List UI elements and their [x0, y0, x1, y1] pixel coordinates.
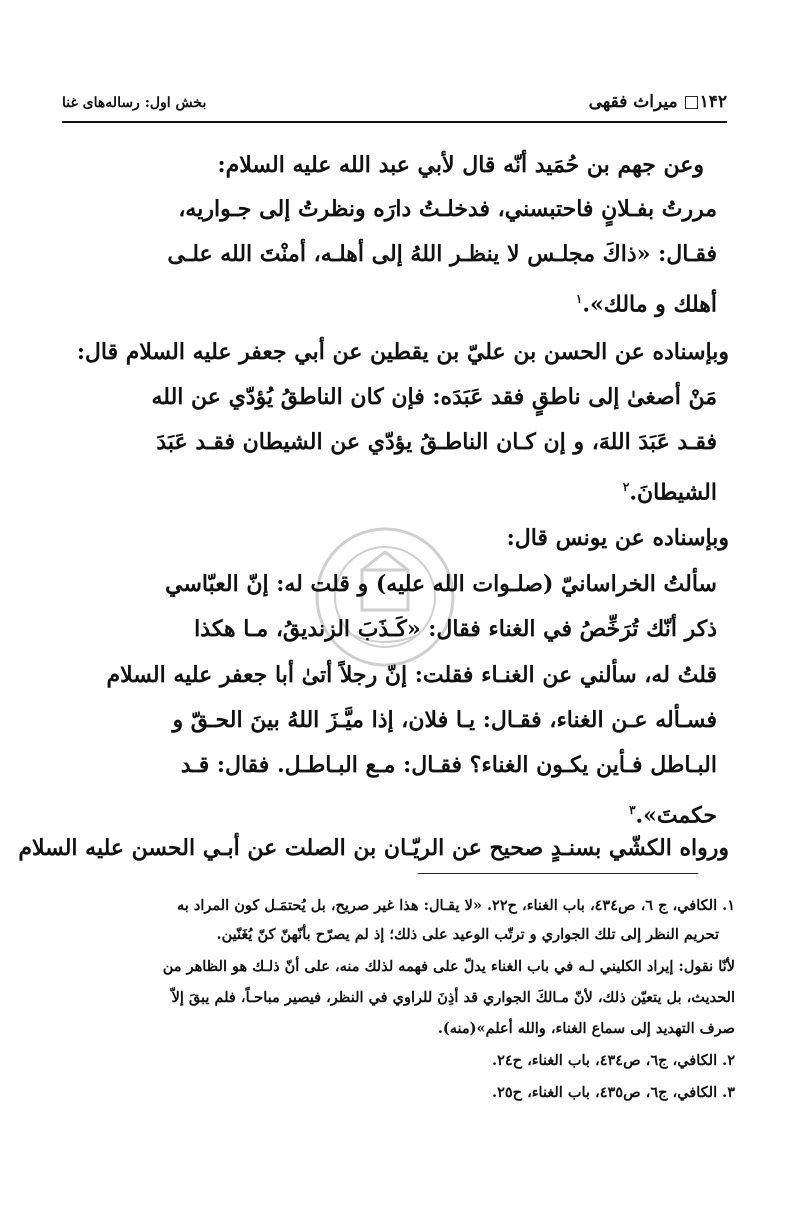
footnote-line: ۲. الكافي، ج٦، ص٤٣٤، باب الغناء، ح٢٤.: [492, 1052, 735, 1069]
quote-text: حكمتَ».: [635, 802, 717, 829]
footnote-rule: [418, 873, 698, 874]
quote-line-end: [629, 795, 717, 830]
quote-text: أهلك و مالك».: [582, 291, 717, 318]
quote-line: فسـأله عـن الغناء، فقـال: يـا فلان، إذا ميَّـزَ اللهُ بينَ الحـقّ و: [172, 707, 717, 733]
quote-line-end: [576, 284, 717, 319]
quote-line: مررتُ بفـلانٍ فاحتبسني، فدخلـتُ دارَه ونظرتُ إلى جـواريه،: [178, 196, 717, 222]
footnote-line: الحديث، بل يتعيّن ذلك، لأنّ مـالكَ الجواري قد أذِنَ للراوي في النظر، فيصير مباحـاً، فلم يبقَ إلاّ: [171, 989, 735, 1006]
footnote-line: صرف التهديد إلى سماع الغناء، والله أعلم»(منه).: [437, 1020, 735, 1037]
footnote-line: تحريم النظر إلى تلك الجواري و ترتّب الوعيد على ذلك؛ إذ لم يصرّح بأنّهنّ كنّ يُغَنّين.: [216, 926, 719, 943]
quote-line: مَنْ أصغىٰ إلى ناطقٍ فقد عَبَدَه: فإن كان الناطقُ يُؤدّي عن الله: [151, 384, 717, 410]
intro-line-1: وعن جهم بن حُمَيد أنّه قال لأبي عبد الله عليه السلام:: [217, 152, 704, 178]
footnote-line: لأنّا نقول: إيراد الكليني لـه في باب الغناء يدلّ على فهمه لذلك منه، على أنّ ذلـك هو الظاهر من: [162, 958, 735, 975]
footnote-ref: ۳: [629, 803, 636, 817]
running-header: [62, 92, 727, 118]
quote-line: سألتُ الخراسانيّ (صلـوات الله عليه) و قلت له: إنّ العبّاسي: [165, 571, 717, 597]
quote-line: ذكر أنّك تُرَخِّصُ في الغناء فقال: «كَـذَبَ الزنديقُ، مـا هكذا: [194, 616, 717, 642]
quote-line: قلتُ له، سألني عن الغنـاء فقلت: إنّ رجلاً أتىٰ أبا جعفر عليه السلام: [106, 662, 717, 688]
quote-text: الشيطانَ.: [629, 479, 717, 506]
footnote-ref: ۱: [575, 292, 583, 306]
quote-line-end: [623, 472, 717, 507]
section-title: بخش اول: رساله‌های غنا: [62, 95, 207, 111]
intro-line-3: وبإسناده عن يونس قال:: [506, 525, 729, 551]
quote-line: فقـد عَبَدَ اللهَ، و إن كـان الناطـقُ يؤدّي عن الشيطان فقـد عَبَدَ: [156, 429, 717, 455]
header-rule: [62, 121, 727, 123]
footnote-ref: ۲: [622, 480, 630, 494]
footnote-line: ۱. الكافي، ج ٦، ص٤٣٤، باب الغناء، ح٢٢. «لا يقـال: هذا غير صريح، بل يُحتمَـل كون المراد به: [177, 897, 735, 914]
quote-line: فقـال: «ذاكَ مجلـس لا ينظـر اللهُ إلى أهلـه، أمنْتَ الله علـى: [167, 241, 717, 267]
intro-line-2: وبإسناده عن الحسن بن عليّ بن يقطين عن أبي جعفر عليه السلام قال:: [76, 339, 729, 365]
intro-line-4: ورواه الكشّي بسنـدٍ صحيح عن الريّـان بن الصلت عن أبـي الحسن عليه السلام: [18, 835, 729, 861]
footnote-line: ۳. الكافي، ج٦، ص٤٣٥، باب الغناء، ح٢٥.: [492, 1084, 735, 1101]
page-title: ۱۴۲□ میراث فقهی: [588, 92, 727, 112]
quote-line: البـاطل فـأين يكـون الغناء؟ فقـال: مـع البـاطـل. فقال: قـد: [180, 752, 717, 778]
